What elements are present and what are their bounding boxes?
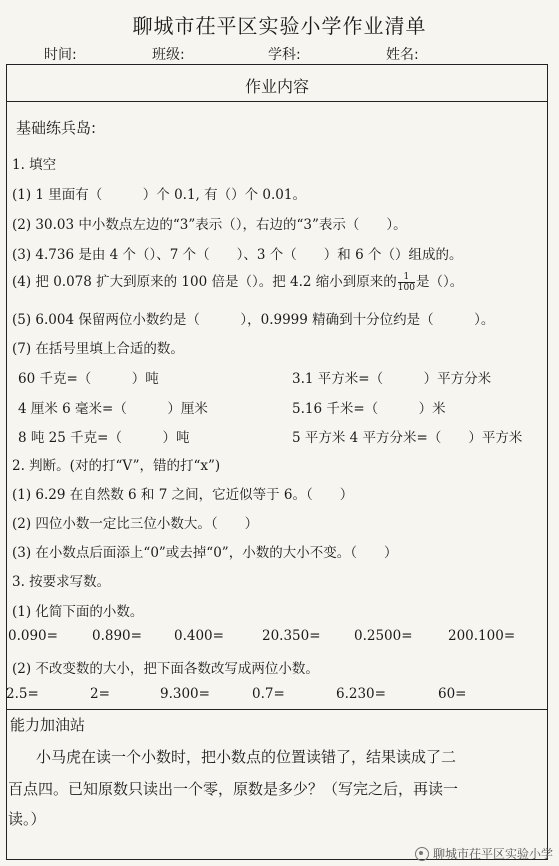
simplify-item: 0.890= bbox=[92, 628, 142, 644]
class-label: 班级: bbox=[152, 47, 185, 63]
watermark bbox=[415, 845, 553, 862]
q2-line-2: (2) 四位小数一定比三位小数大。（ ） bbox=[12, 516, 259, 532]
content-header: 作业内容 bbox=[244, 77, 309, 96]
q1-line-2: (2) 30.03 中小数点左边的“3”表示（），右边的“3”表示（ ）。 bbox=[12, 217, 407, 233]
story-line-2: 百点四。已知原数只读出一个零，原数是多少？（写完之后，再读一 bbox=[8, 780, 459, 798]
q2-title: 2. 判断。(对的打“V”，错的打“x”) bbox=[12, 458, 221, 474]
story-line-3: 读。） bbox=[8, 810, 46, 828]
time-label: 时间: bbox=[44, 47, 77, 63]
q3-line-1: (1) 化简下面的小数。 bbox=[12, 604, 144, 620]
q2-line-1: (1) 6.29 在自然数 6 和 7 之间，它近似等于 6。（ ） bbox=[12, 487, 354, 503]
q1-line-4 bbox=[12, 270, 463, 293]
rewrite-item: 2= bbox=[90, 686, 110, 702]
section-ability-title: 能力加油站 bbox=[10, 716, 86, 734]
q1-line-1: (1) 1 里面有（ ）个 0.1, 有（）个 0.01。 bbox=[12, 187, 306, 203]
q1-line-6: (7) 在括号里填上合适的数。 bbox=[12, 341, 184, 357]
rewrite-item: 0.7= bbox=[252, 686, 285, 702]
simplify-item: 20.350= bbox=[262, 628, 321, 644]
name-label: 姓名: bbox=[386, 47, 419, 63]
simplify-item: 200.100= bbox=[448, 628, 516, 644]
conversion-4: 5.16 千米=（ ）米 bbox=[292, 401, 446, 417]
q1-line-3: (3) 4.736 是由 4 个（）、7 个（ ）、3 个（ ）和 6 个（）组成的。 bbox=[12, 247, 463, 263]
conversion-2: 3.1 平方米=（ ）平方分米 bbox=[292, 371, 492, 387]
rewrite-item: 9.300= bbox=[160, 686, 210, 702]
section-divider bbox=[6, 709, 548, 710]
header-divider bbox=[6, 101, 548, 102]
rewrite-item: 2.5= bbox=[6, 686, 39, 702]
simplify-item: 0.400= bbox=[174, 628, 224, 644]
section-basic-title: 基础练兵岛: bbox=[16, 119, 97, 137]
page-title: 聊城市茌平区实验小学作业清单 bbox=[132, 14, 427, 38]
q1-line-5: (5) 6.004 保留两位小数约是（ ），0.9999 精确到十分位约是（ ）。 bbox=[12, 312, 495, 328]
simplify-item: 0.2500= bbox=[354, 628, 413, 644]
conversion-1: 60 千克=（ ）吨 bbox=[18, 371, 159, 387]
conversion-5: 8 吨 25 千克=（ ）吨 bbox=[18, 430, 190, 446]
fraction-one-hundredth: $\frac{1}{100}$ bbox=[397, 272, 415, 293]
q2-line-3: (3) 在小数点后面添上“0”或去掉“0”，小数的大小不变。（ ） bbox=[12, 545, 398, 561]
rewrite-item: 60= bbox=[438, 686, 467, 702]
conversion-3: 4 厘米 6 毫米=（ ）厘米 bbox=[18, 401, 208, 417]
q1-line-4-text-a: (4) 把 0.078 扩大到原来的 100 倍是（）。把 4.2 缩小到原来的 bbox=[12, 274, 397, 290]
watermark-text: 聊城市茌平区实验小学 bbox=[432, 847, 553, 861]
q1-line-4-text-b: 是（）。 bbox=[415, 274, 464, 290]
wechat-icon bbox=[415, 847, 429, 861]
simplify-item: 0.090= bbox=[8, 628, 58, 644]
q3-line-2: (2) 不改变数的大小，把下面各数改写成两位小数。 bbox=[12, 661, 319, 677]
q1-title: 1. 填空 bbox=[12, 157, 57, 173]
subject-label: 学科: bbox=[268, 47, 301, 63]
story-line-1: 小马虎在读一个小数时，把小数点的位置读错了，结果读成了二 bbox=[36, 748, 457, 766]
conversion-6: 5 平方米 4 平方分米=（ ）平方米 bbox=[292, 430, 523, 446]
q3-title: 3. 按要求写数。 bbox=[12, 574, 111, 590]
rewrite-item: 6.230= bbox=[336, 686, 386, 702]
